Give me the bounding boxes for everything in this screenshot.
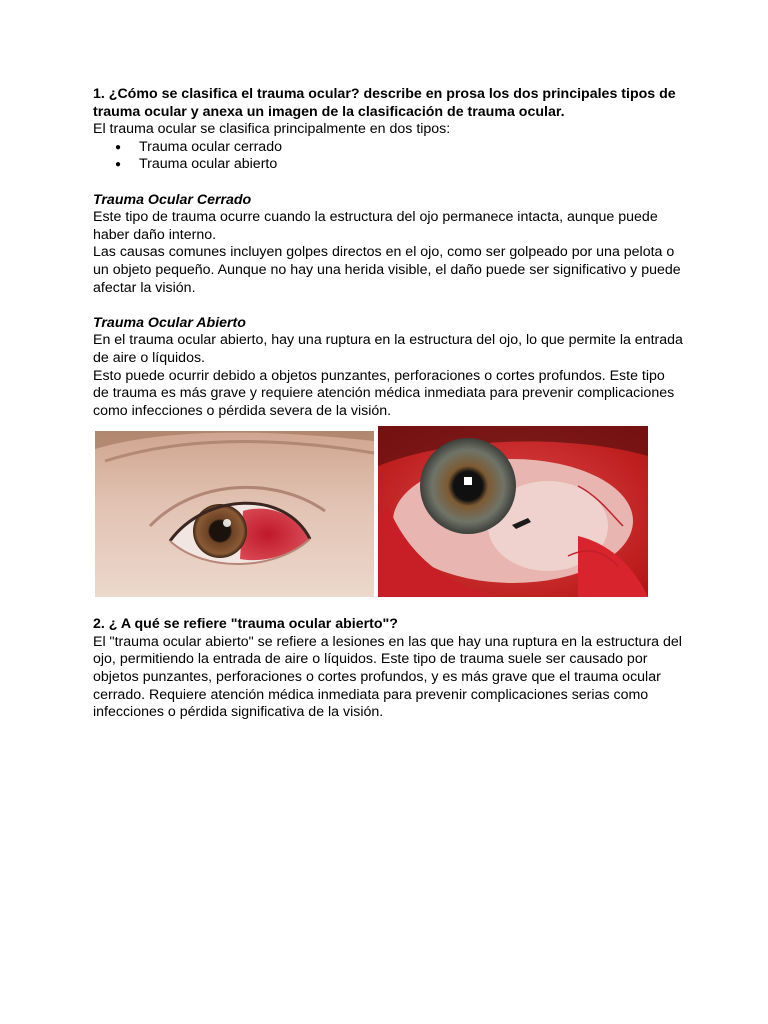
list-item: ● Trauma ocular cerrado [115, 139, 683, 157]
eye-trauma-images [93, 426, 683, 604]
closed-trauma-eye-photo [95, 431, 374, 597]
question-2-heading: 2. ¿ A qué se refiere "trauma ocular abierto"? [93, 616, 398, 633]
question-2-answer: El "trauma ocular abierto" se refiere a lesiones en las que hay una ruptura en la estructura del ojo, permitiendo la entrada de aire o líquidos. Este tipo de trauma suele ser causado por objetos punzantes, perforaciones o cortes profundos, y es más grave que el trauma ocular cerrado. Requiere atención médica inmediata para prevenir complicaciones serias como infecciones o pérdida significativa de la visión. [93, 633, 682, 721]
open-trauma-heading: Trauma Ocular Abierto [93, 314, 246, 331]
open-trauma-eye-photo [378, 426, 648, 597]
open-trauma-paragraph-2: Esto puede ocurrir debido a objetos punzantes, perforaciones o cortes profundos. Este tipo de trauma es más grave y requiere atención médica inmediata para prevenir complicaciones como infecciones o pérdida severa de la visión. [93, 367, 675, 419]
list-item: ● Trauma ocular abierto [115, 156, 683, 174]
question-1-heading: 1. ¿Cómo se clasifica el trauma ocular? describe en prosa los dos principales tipos de trauma ocular y anexa un imagen de la clasificación de trauma ocular. [93, 86, 676, 120]
open-trauma-paragraph-1: En el trauma ocular abierto, hay una ruptura en la estructura del ojo, lo que permite la entrada de aire o líquidos. [93, 332, 683, 366]
trauma-types-list [93, 139, 683, 174]
closed-trauma-paragraph-1: Este tipo de trauma ocurre cuando la estructura del ojo permanece intacta, aunque puede haber daño interno. [93, 209, 658, 243]
question-1-intro: El trauma ocular se clasifica principalmente en dos tipos: [93, 121, 451, 138]
closed-trauma-heading: Trauma Ocular Cerrado [93, 191, 252, 208]
document-body [93, 86, 683, 722]
closed-trauma-paragraph-2: Las causas comunes incluyen golpes directos en el ojo, como ser golpeado por una pelota o un objeto pequeño. Aunque no hay una herida visible, el daño puede ser significativo y puede afectar la visión. [93, 244, 681, 296]
